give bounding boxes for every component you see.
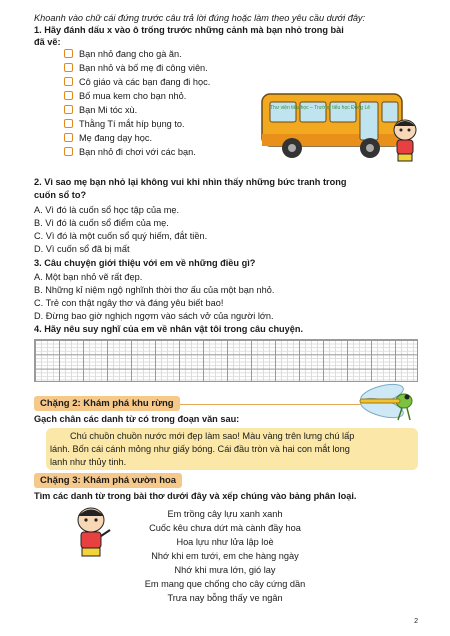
q1-option[interactable]: Bạn Mi tóc xù. <box>64 105 137 116</box>
q4-line: 4. Hãy nêu suy nghĩ của em về nhân vật tôi trong câu chuyện. <box>34 324 304 334</box>
bus-watermark: Thư viện tiểu học – Trường tiểu học Đồng Lê <box>270 105 371 111</box>
q2-option-d[interactable]: D. Vì cuốn sổ đã bị mất <box>34 244 130 254</box>
q2-line1: 2. Vì sao mẹ bạn nhỏ lại không vui khi nhìn thấy những bức tranh trong <box>34 177 347 187</box>
q1-line1: 1. Hãy đánh dấu x vào ô trống trước những cảnh mà bạn nhỏ trong bài <box>34 25 344 35</box>
q3-line1: 3. Câu chuyện giới thiệu với em về những điều gì? <box>34 258 256 268</box>
checkbox[interactable] <box>64 91 73 100</box>
q2-option-c[interactable]: C. Vì đó là một cuốn sổ quý hiếm, đắt tiền. <box>34 231 208 241</box>
poem-line: Nhớ khi mưa lớn, gió lay <box>174 565 276 575</box>
q3-option-a[interactable]: A. Một bạn nhỏ vẽ rất đẹp. <box>34 272 143 282</box>
checkbox[interactable] <box>64 133 73 142</box>
q1-option[interactable]: Bạn nhỏ đang cho gà ăn. <box>64 49 182 60</box>
q1-option[interactable]: Bạn nhỏ và bố mẹ đi công viên. <box>64 63 208 74</box>
q1-option[interactable]: Bố mua kem cho bạn nhỏ. <box>64 91 186 102</box>
checkbox[interactable] <box>64 147 73 156</box>
poem-line: Trưa nay bỗng thấy ve ngân <box>167 593 283 603</box>
checkbox[interactable] <box>64 119 73 128</box>
checkbox[interactable] <box>64 63 73 72</box>
checkbox[interactable] <box>64 105 73 114</box>
cartoon-boy-illustration <box>388 118 422 166</box>
poem-line: Nhớ khi em tưới, em che hàng ngày <box>151 551 299 561</box>
checkbox[interactable] <box>64 77 73 86</box>
dragonfly-illustration <box>352 376 430 432</box>
poem-line: Em trồng cây lựu xanh xanh <box>167 509 283 519</box>
poem-line: Hoa lựu như lửa lập loè <box>176 537 274 547</box>
ch2-title: Chặng 2: Khám phá khu rừng <box>34 396 180 411</box>
q1-line2: đã vẽ: <box>34 37 61 47</box>
ch3-task: Tìm các danh từ trong bài thơ dưới đây và xếp chúng vào bảng phân loại. <box>34 491 357 501</box>
ch2-para-line1: Chú chuồn chuồn nước mới đẹp làm sao! Màu vàng trên lưng chú lấp <box>70 431 355 441</box>
ch3-title: Chặng 3: Khám phá vườn hoa <box>34 473 182 488</box>
q3-option-d[interactable]: D. Đừng bao giờ nghịch ngợm vào sách vở của người lớn. <box>34 311 274 321</box>
ch2-task: Gạch chân các danh từ có trong đoạn văn sau: <box>34 414 240 424</box>
q3-option-c[interactable]: C. Trẻ con thật ngây thơ và đáng yêu biết bao! <box>34 298 224 308</box>
checkbox[interactable] <box>64 49 73 58</box>
q1-option[interactable]: Mẹ đang dạy học. <box>64 133 152 144</box>
q1-option[interactable]: Bạn nhỏ đi chơi với các bạn. <box>64 147 196 158</box>
q3-option-b[interactable]: B. Những kỉ niệm ngộ nghĩnh thời thơ ấu của một bạn nhỏ. <box>34 285 275 295</box>
instruction-text: Khoanh vào chữ cái đứng trước câu trả lời đúng hoặc làm theo yêu cầu dưới đây: <box>34 13 366 23</box>
q2-option-a[interactable]: A. Vì đó là cuốn sổ học tập của mẹ. <box>34 205 180 215</box>
q2-option-b[interactable]: B. Vì đó là cuốn sổ điểm của mẹ. <box>34 218 169 228</box>
q1-option[interactable]: Cô giáo và các bạn đang đi học. <box>64 77 210 88</box>
bus-illustration <box>258 86 408 166</box>
ch2-para-line2: lánh. Bốn cái cánh mỏng như giấy bóng. Cái đầu tròn và hai con mắt long <box>50 444 350 454</box>
page-number: 2 <box>414 618 418 625</box>
ch2-para-line3: lanh như thủy tinh. <box>50 457 127 467</box>
poem-line: Em mang que chống cho cây cứng dần <box>144 579 306 589</box>
poem-line: Cuốc kêu chưa dứt mà cành đầy hoa <box>149 523 301 533</box>
q2-line2: cuốn sổ to? <box>34 190 87 200</box>
q1-option[interactable]: Thằng Tí mắt híp bụng to. <box>64 119 185 130</box>
